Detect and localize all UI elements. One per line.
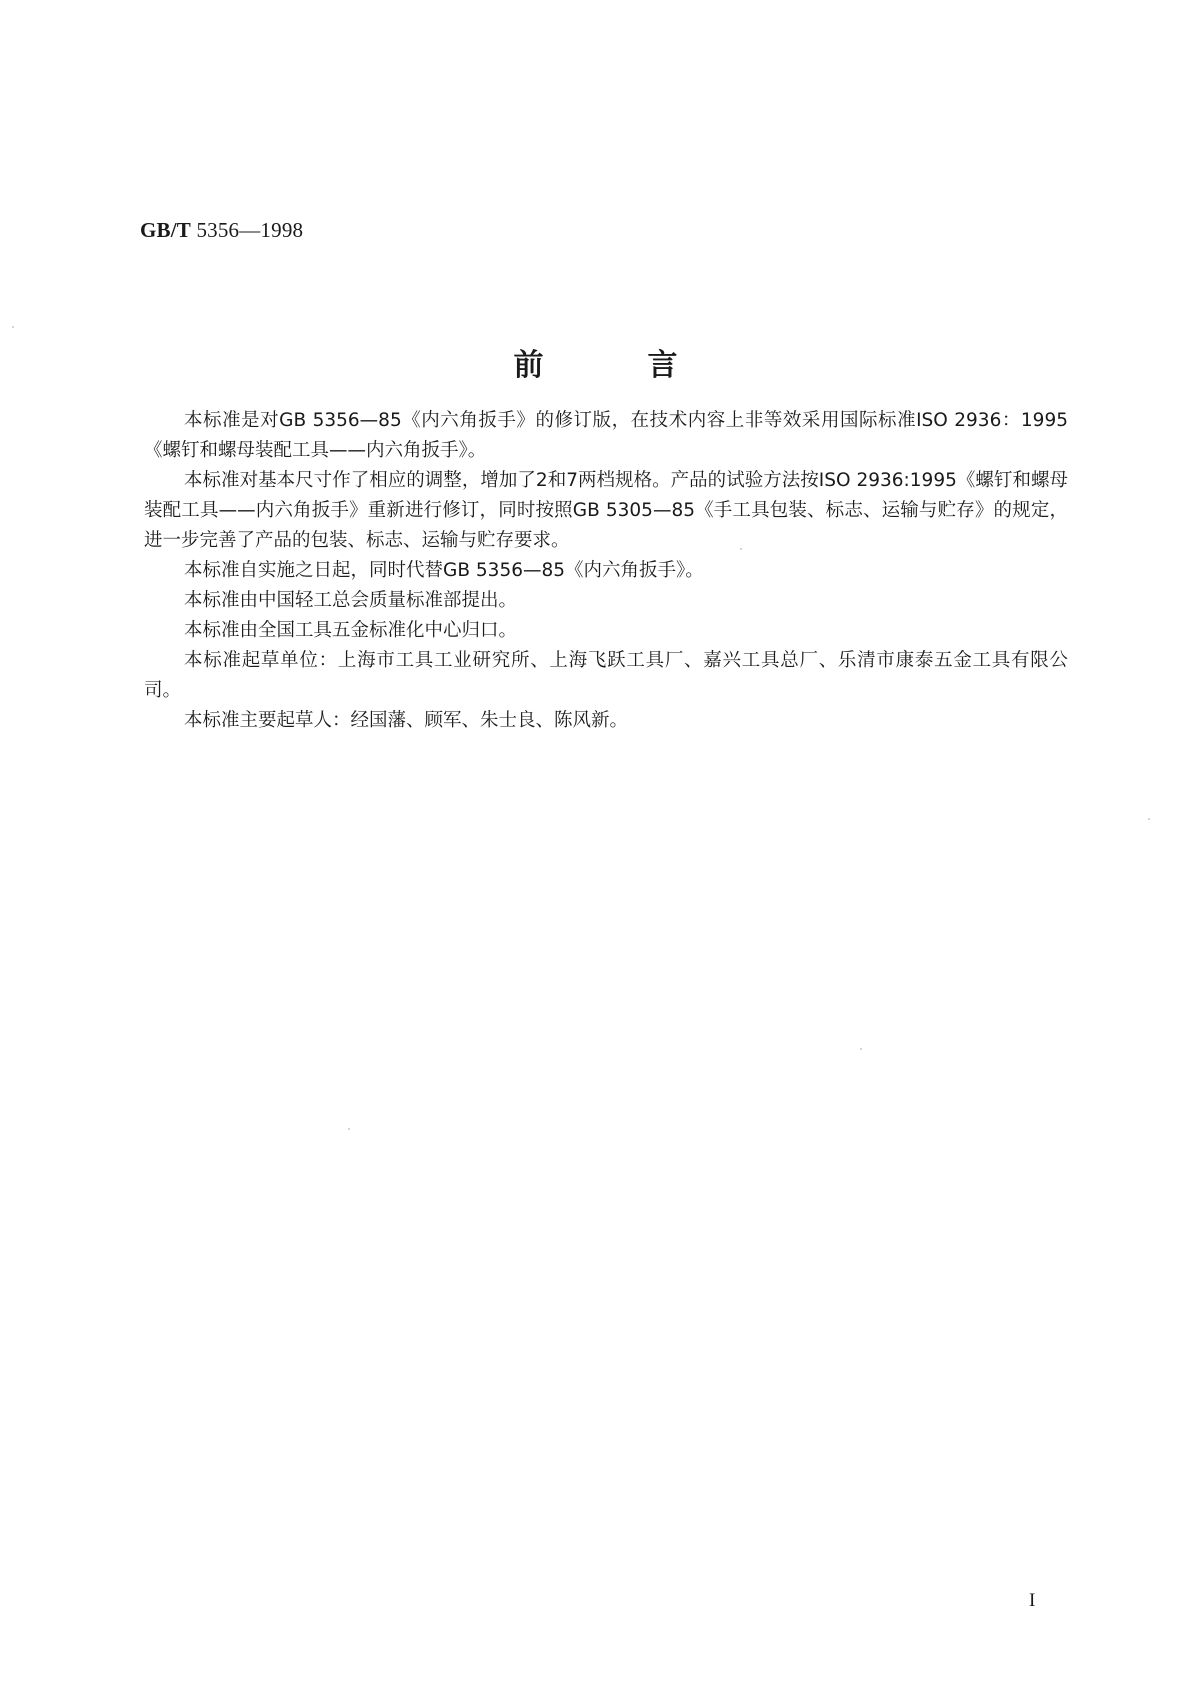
paragraph: 本标准由中国轻工总会质量标准部提出。 bbox=[184, 590, 518, 611]
paragraph: 本标准自实施之日起，同时代替GB 5356—85《内六角扳手》。 bbox=[184, 560, 704, 581]
scan-speck bbox=[348, 1128, 350, 1130]
paragraph: 本标准主要起草人：经国藩、顾军、朱士良、陈风新。 bbox=[184, 710, 629, 731]
paragraph: 本标准由全国工具五金标准化中心归口。 bbox=[184, 620, 518, 641]
page-number: I bbox=[1029, 1590, 1036, 1611]
standard-code bbox=[140, 218, 303, 243]
scan-speck bbox=[860, 1048, 862, 1050]
scan-speck bbox=[740, 548, 742, 550]
scan-speck bbox=[1148, 818, 1150, 820]
foreword-body bbox=[144, 406, 1068, 736]
scan-speck bbox=[12, 326, 14, 328]
standard-code-number: 5356—1998 bbox=[196, 218, 304, 242]
paragraph: 本标准对基本尺寸作了相应的调整，增加了2和7两档规格。产品的试验方法按ISO 2936:1995《螺钉和螺母装配工具——内六角扳手》重新进行修订，同时按照GB 5305—85《手工具包装、标志、运输与贮存》的规定，进一步完善了产品的包装、标志、运输与贮存要求。 bbox=[144, 470, 1068, 551]
page-title: 前言 bbox=[513, 348, 782, 383]
paragraph: 本标准起草单位：上海市工具工业研究所、上海飞跃工具厂、嘉兴工具总厂、乐清市康泰五金工具有限公司。 bbox=[144, 650, 1068, 701]
standard-code-prefix: GB/T bbox=[140, 218, 191, 242]
paragraph: 本标准是对GB 5356—85《内六角扳手》的修订版，在技术内容上非等效采用国际标准ISO 2936：1995《螺钉和螺母装配工具——内六角扳手》。 bbox=[144, 410, 1068, 461]
